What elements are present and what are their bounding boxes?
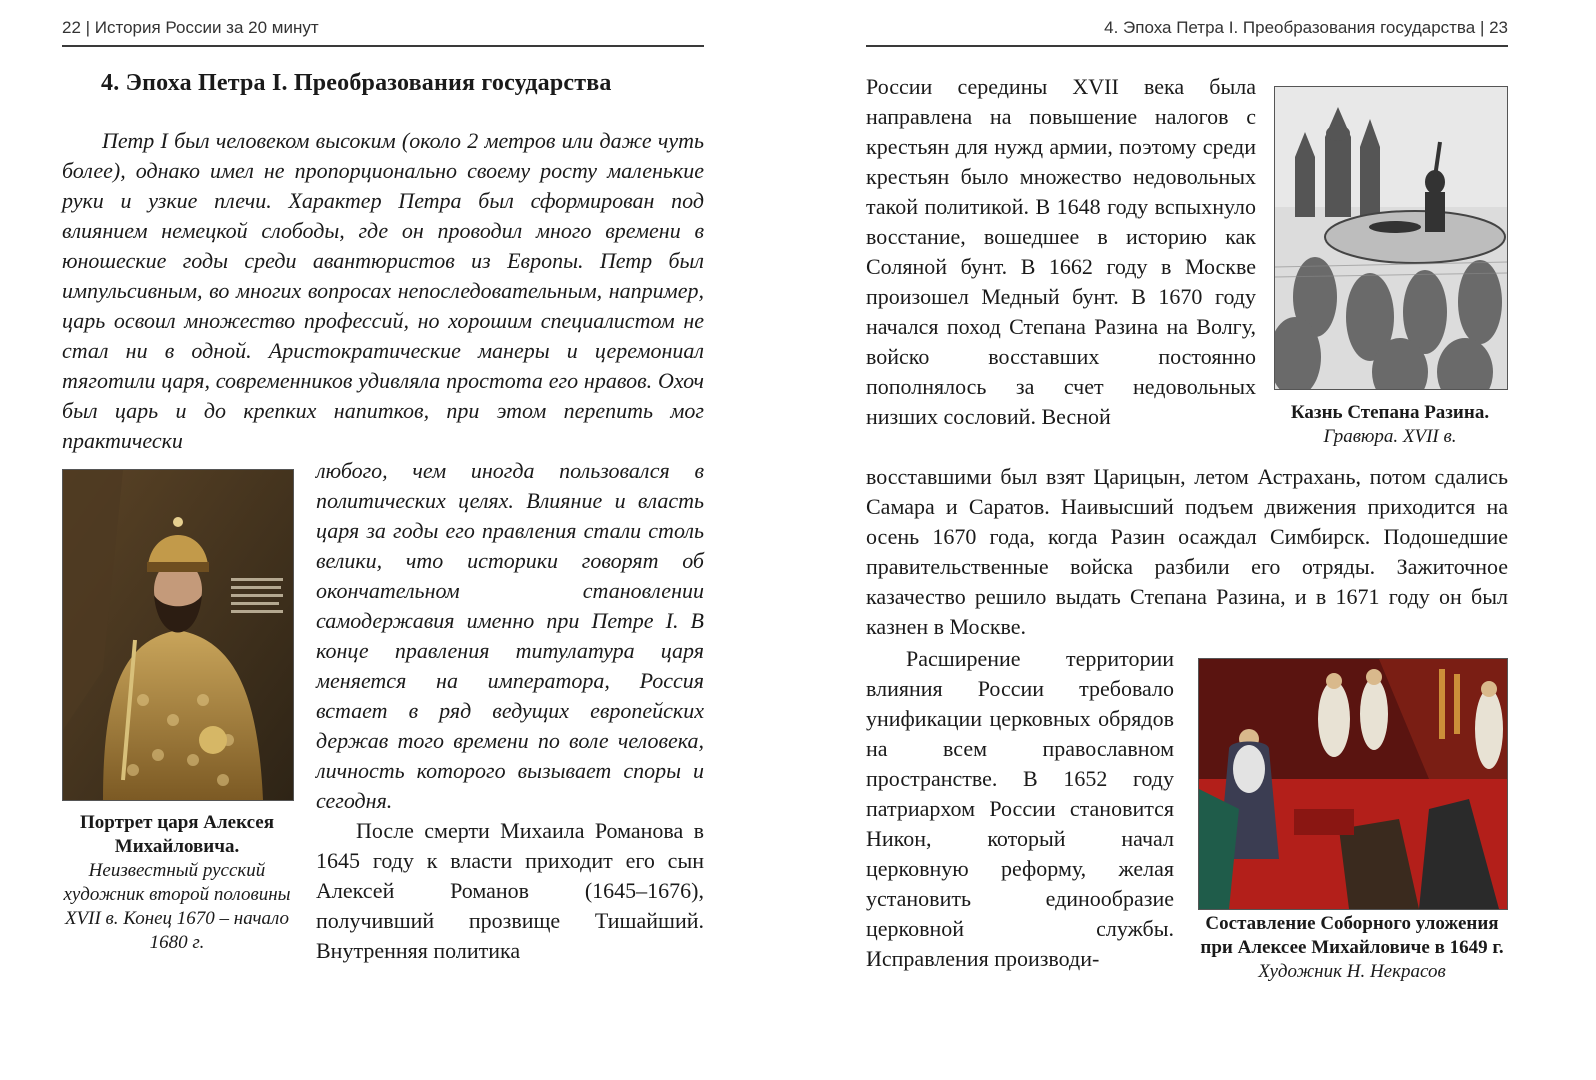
intro-paragraph-continued: любого, чем иногда пользовался в политических целях. Влияние и власть царя за годы его правления стали столь велики, что историки говорят об окончательном становлении самодержавия именно при Петре I. В конце правления титулатура царя меняется на императора, Россия встает в ряд ведущих европейских держав того времени по воле человека, личность которого вызывает споры и сегодня. (316, 458, 704, 813)
portrait-illustration (62, 469, 294, 801)
portrait-caption-title: Портрет царя Алексея Михайловича. (80, 812, 274, 857)
execution-caption-credit: Гравюра. XVII в. (1323, 426, 1457, 447)
right-header-rule (866, 45, 1508, 47)
portrait-caption-credit: Неизвестный русский художник второй половины XVII в. Конец 1670 – начало 1680 г. (63, 860, 291, 953)
council-caption-title: Составление Соборного уложения при Алексее Михайловиче в 1649 г. (1200, 913, 1504, 958)
body-paragraph-full: восставшими был взят Царицын, летом Астрахань, потом сдались Самара и Саратов. Наивысший подъем движения приходится на осень 1670 года, когда Разин осаждал Симбирск. Подошедшие правительственные войска разбили его отряды. Зажиточное казачество решило выдать Степана Разина, и в 1671 году он был казнен в Москве. (866, 464, 1508, 639)
left-header-rule (62, 45, 704, 47)
council-caption-credit: Художник Н. Некрасов (1258, 961, 1446, 982)
council-painting (1198, 658, 1508, 910)
right-running-header: 4. Эпоха Петра I. Преобразования государства | 23 (1104, 18, 1508, 37)
body-paragraph-top: России середины XVII века была направлена на повышение налогов с крестьян для нужд армии, поэтому среди крестьян было множество недовольных такой политикой. В 1648 году вспыхнуло восстание, вошедшее в историю как Соляной бунт. В 1662 году в Москве произошел Медный бунт. В 1670 году начался поход Степана Разина на Волгу, войско восставших постоянно пополнялось за счет недовольных низших сословий. Весной (866, 74, 1256, 429)
portrait-image (63, 470, 293, 800)
execution-caption (1274, 401, 1506, 449)
council-caption (1190, 912, 1514, 984)
right-page (860, 0, 1596, 1080)
execution-engraving (1274, 86, 1508, 390)
execution-caption-title: Казнь Степана Разина. (1290, 402, 1490, 423)
body-paragraph-bottom: Расширение территории влияния России требовало унификации церковных обрядов на всем православном пространстве. В 1652 году патриархом России становится Никон, который начал церковную реформу, желая установить единообразие церковной службы. Исправления производи- (866, 646, 1174, 971)
left-page (0, 0, 770, 1080)
intro-paragraph: Петр I был человеком высоким (около 2 метров или даже чуть более), однако имел не пропорционально своему росту маленькие руки и узкие плечи. Характер Петра был сформирован под влиянием немецкой слободы, где он проводил много времени в юношеские годы среди авантюристов из Европы. Петр был импульсивным, во многих вопросах непоследовательным, например, царь освоил множество профессий, но хорошим специалистом не стал ни в одной. Аристократические манеры и церемониал тяготили царя, современников удивляла простота его нравов. Охоч был царь и до крепких напитков, при этом перепить мог практически (62, 128, 704, 453)
chapter-title: 4. Эпоха Петра I. Преобразования государства (101, 70, 612, 96)
execution-image (1275, 87, 1507, 389)
left-running-header: 22 | История России за 20 минут (62, 18, 319, 37)
council-image (1199, 659, 1507, 909)
body-paragraph: После смерти Михаила Романова в 1645 году к власти приходит его сын Алексей Романов (1645–1676), получивший прозвище Тишайший. Внутренняя политика (316, 818, 704, 963)
portrait-caption (62, 811, 292, 955)
